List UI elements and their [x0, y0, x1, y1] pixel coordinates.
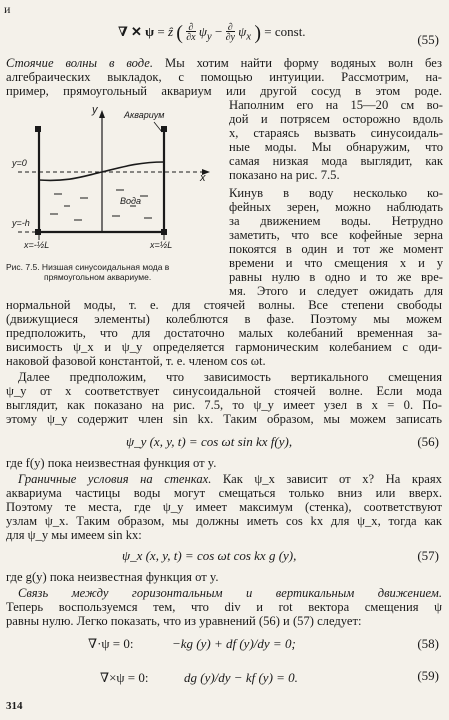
- wrap-text-line: самая низкая мода выглядит, как: [229, 154, 443, 168]
- fig-yh-label: y=-h: [12, 218, 30, 228]
- equation-57-number: (57): [417, 548, 439, 563]
- wrap-text-line: заметить, что все кофейные зерна: [229, 228, 443, 242]
- figure-aquarium: [4, 100, 226, 260]
- section-title: Стоячие волны в воде.: [6, 56, 154, 70]
- figure-caption-line-1: Рис. 7.5. Низшая синусоидальная мода в: [6, 262, 170, 272]
- link-line: равны нулю. Легко показать, что из уравнений (56) и (57) следует:: [6, 614, 362, 628]
- wrap-text-line: Наполним его на 15—20 см во-: [229, 98, 443, 112]
- fig-xr-label: x=½L: [150, 240, 173, 250]
- equation-57: ψ_x (x, y, t) = cos ωt cos kx g (y),: [122, 548, 297, 563]
- body-line: этому ψ_y содержит член sin kx. Таким образом, мы можем записать: [6, 412, 442, 426]
- fig-y0-label: y=0: [12, 158, 27, 168]
- equation-58-right: −kg (y) + df (y)/dy = 0;: [172, 636, 296, 651]
- body-line: нормальной моды, т. е. для стоячей волны. Все степени свободы: [6, 298, 442, 312]
- section-line-2: алгебраических выкладок, с помощью интуиции. Рассмотрим, на-: [6, 70, 442, 84]
- fig-xl-label: x=-½L: [24, 240, 50, 250]
- section-line-3: пример, прямоугольный аквариум или другой сосуд в этом роде.: [6, 84, 442, 98]
- figure-caption-line-2: прямоугольном аквариуме.: [44, 272, 152, 282]
- boundary-line: аквариума частицы воды могут смещаться только вниз или вверх.: [6, 486, 442, 500]
- wrap-text-line: фейных зерен, можно наблюдать: [229, 200, 443, 214]
- fig-y-axis-label: y: [92, 104, 98, 116]
- wrap-text-line: времени и что смещения x и y: [229, 256, 443, 270]
- body-line: висимость ψ_x и ψ_y определяется гармоническим колебанием с оди-: [6, 340, 442, 354]
- wrap-text-line: покоятся в один и тот же момент: [229, 242, 443, 256]
- fig-tank-label: Аквариум: [124, 110, 165, 120]
- equation-58-left: ∇·ψ = 0:: [88, 636, 134, 651]
- boundary-title: Граничные условия на стенках.: [18, 472, 212, 486]
- equation-55-number: (55): [417, 32, 439, 47]
- equation-59-number: (59): [417, 668, 439, 683]
- wrap-text-line: Кинув в воду несколько ко-: [229, 186, 443, 200]
- wrap-text-line: дой и потрясем осторожно вдоль: [229, 112, 443, 126]
- equation-59-left: ∇×ψ = 0:: [100, 670, 149, 685]
- wrap-text-line: за движением воды. Нетрудно: [229, 214, 443, 228]
- equation-55: ∇ ✕ ψ = ẑ ( ∂ ∂x $\psi_y$ − ∂ ∂y $\psi_x$ ) = const.: [118, 22, 306, 44]
- equation-56-number: (56): [417, 434, 439, 449]
- body-line: наковой фазовой константой, т. е. членом cos ωt.: [6, 354, 266, 368]
- body-line: выглядит, как показано на рис. 7.5, то ψ_y имеет узел в x = 0. По-: [6, 398, 442, 412]
- section-standing-waves-line-1: Стоячие волны в воде. Мы хотим найти форму водяных волн без: [6, 56, 442, 70]
- boundary-line-1: Граничные условия на стенках. Как ψ_x зависит от x? На краях: [18, 472, 442, 486]
- equation-59-right: dg (y)/dy − kf (y) = 0.: [184, 670, 298, 685]
- after-eq-57: где g(y) пока неизвестная функция от y.: [6, 570, 219, 584]
- tank-corner-right: [161, 126, 167, 132]
- corner-mark: и: [4, 2, 11, 16]
- body-line: (движущиеся элементы) колеблются в фазе. Поэтому мы можем: [6, 312, 442, 326]
- wrap-text-line: ные моды. Мы обнаружим, что: [229, 140, 443, 154]
- fig-water-label: Вода: [120, 196, 141, 206]
- fig-x-axis-label: x: [200, 172, 206, 184]
- boundary-line: Поэтому те места, где ψ_y имеет максимум (стенка), соответствуют: [6, 500, 442, 514]
- y-axis-arrow: [99, 110, 105, 118]
- wrap-text-line: x, стараясь вызвать синусоидаль-: [229, 126, 443, 140]
- link-title: Связь между горизонтальным и вертикальным движением.: [18, 586, 442, 600]
- body-line: Далее предположим, что зависимость вертикального смещения: [18, 370, 442, 384]
- equation-56: ψ_y (x, y, t) = cos ωt sin kx f(y),: [126, 434, 293, 449]
- body-line: предположить, что для достаточно малых колебаний временная за-: [6, 326, 442, 340]
- tank-corner-left: [35, 126, 41, 132]
- page-number: 314: [6, 700, 23, 712]
- after-eq-56: где f(y) пока неизвестная функция от y.: [6, 456, 217, 470]
- wrap-text-line: мя. Этого и следует ожидать для: [229, 284, 443, 298]
- wrap-text-line: показано на рис. 7.5.: [229, 168, 340, 182]
- body-line: ψ_y от x соответствует синусоидальной стоячей волне. Если мода: [6, 384, 442, 398]
- boundary-line: для ψ_y мы имеем sin kx:: [6, 528, 142, 542]
- wrap-text-line: равны нулю в одно и то же вре-: [229, 270, 443, 284]
- equation-58-number: (58): [417, 636, 439, 651]
- link-line: Теперь воспользуемся тем, что div и rot вектора смещения ψ: [6, 600, 442, 614]
- boundary-line: узлам ψ_x. Таким образом, мы должны иметь cos kx для ψ_x, тогда как: [6, 514, 442, 528]
